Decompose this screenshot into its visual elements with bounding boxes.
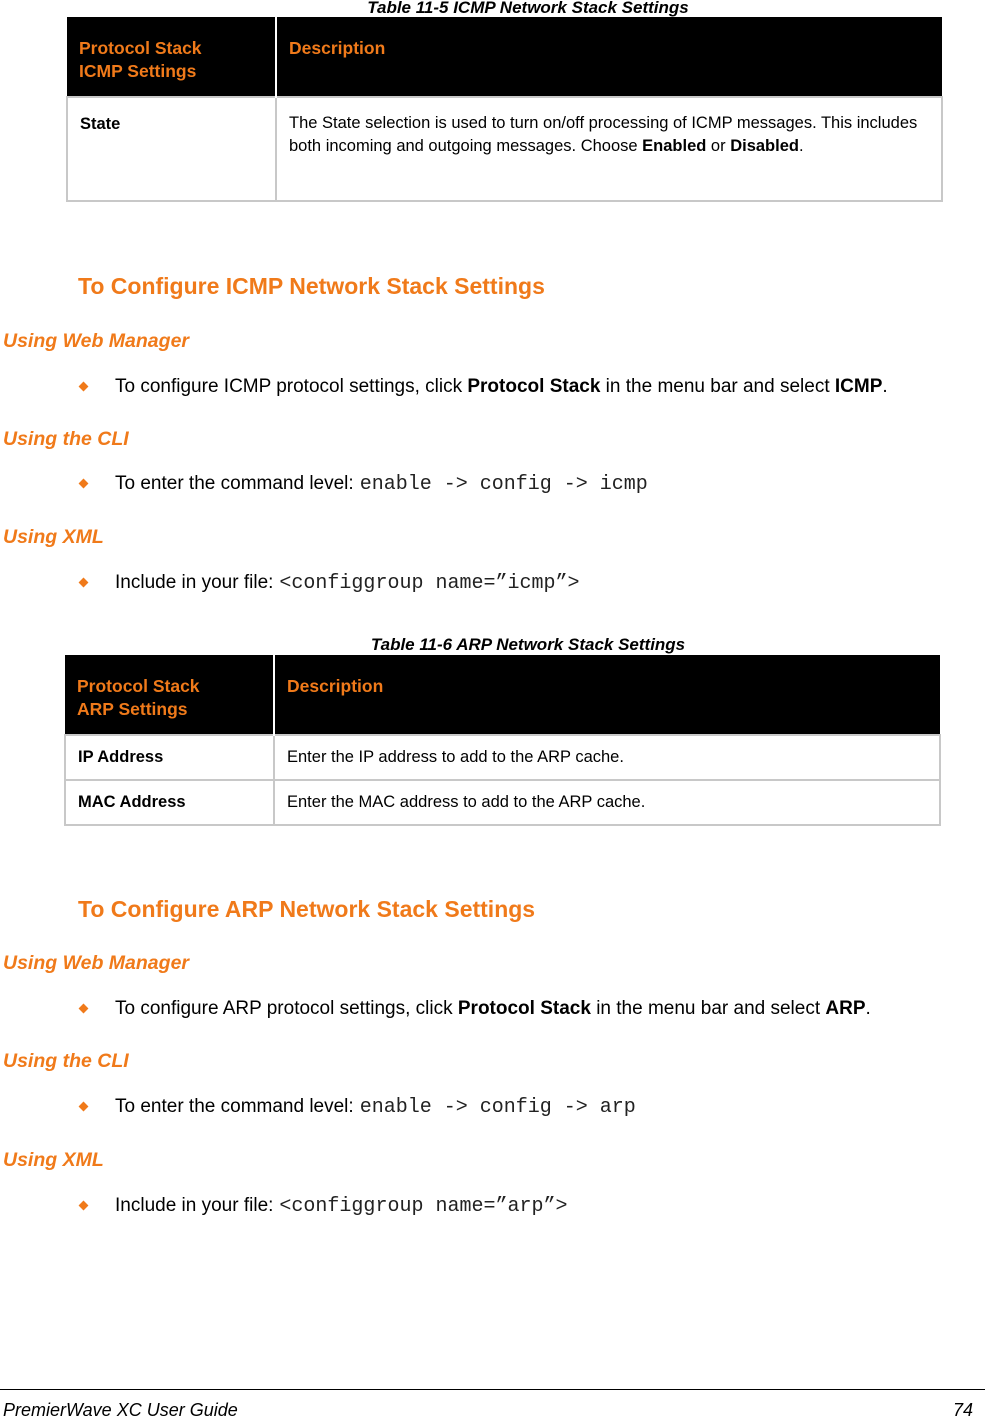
icmp-xml-label: Using XML (3, 526, 104, 548)
bullet-diamond-icon (79, 1102, 89, 1112)
bullet-diamond-icon (79, 382, 89, 392)
table-row (67, 97, 942, 201)
bullet-diamond-icon (79, 1201, 89, 1211)
row-desc-state: The State selection is used to turn on/off processing of ICMP messages. This includes both incoming and outgoing messages. Choose Enabled or Disabled. (276, 97, 942, 201)
table-row (65, 780, 940, 825)
column-header-description: Description (276, 17, 942, 97)
row-param-mac-address: MAC Address (65, 780, 274, 825)
icmp-settings-table (66, 17, 943, 202)
column-header-parameter: Protocol Stack ICMP Settings (67, 17, 276, 97)
column-header-parameter: Protocol Stack ARP Settings (65, 655, 274, 735)
footer-doc-title: PremierWave XC User Guide (3, 1400, 238, 1420)
arp-xml-label: Using XML (3, 1149, 104, 1171)
bullet-diamond-icon (79, 578, 89, 588)
arp-web-manager-label: Using Web Manager (3, 952, 190, 974)
footer-page-number: 74 (952, 1400, 973, 1420)
row-desc-ip-address: Enter the IP address to add to the ARP cache. (274, 735, 940, 780)
arp-xml-code: <configgroup name=”arp”> (279, 1195, 568, 1218)
table-header-row (65, 655, 940, 735)
table-row (65, 735, 940, 780)
icmp-xml-code: <configgroup name=”icmp”> (279, 572, 580, 595)
row-param-state: State (67, 97, 276, 201)
icmp-cli-command: enable -> config -> icmp (359, 473, 648, 496)
icmp-cli-label: Using the CLI (3, 428, 129, 450)
table-caption-icmp: Table 11-5 ICMP Network Stack Settings (367, 0, 689, 17)
icmp-section-heading: To Configure ICMP Network Stack Settings (78, 273, 545, 299)
row-param-ip-address: IP Address (65, 735, 274, 780)
bullet-diamond-icon (79, 1004, 89, 1014)
bullet-diamond-icon (79, 479, 89, 489)
arp-cli-command: enable -> config -> arp (359, 1096, 636, 1119)
table-caption-arp: Table 11-6 ARP Network Stack Settings (370, 635, 686, 654)
arp-section-heading: To Configure ARP Network Stack Settings (78, 896, 536, 922)
table-header-row (67, 17, 942, 97)
column-header-description: Description (274, 655, 940, 735)
icmp-web-manager-label: Using Web Manager (3, 330, 190, 352)
row-desc-mac-address: Enter the MAC address to add to the ARP cache. (274, 780, 940, 825)
arp-settings-table (64, 655, 941, 826)
footer-divider (0, 1389, 985, 1390)
arp-cli-label: Using the CLI (3, 1050, 129, 1072)
